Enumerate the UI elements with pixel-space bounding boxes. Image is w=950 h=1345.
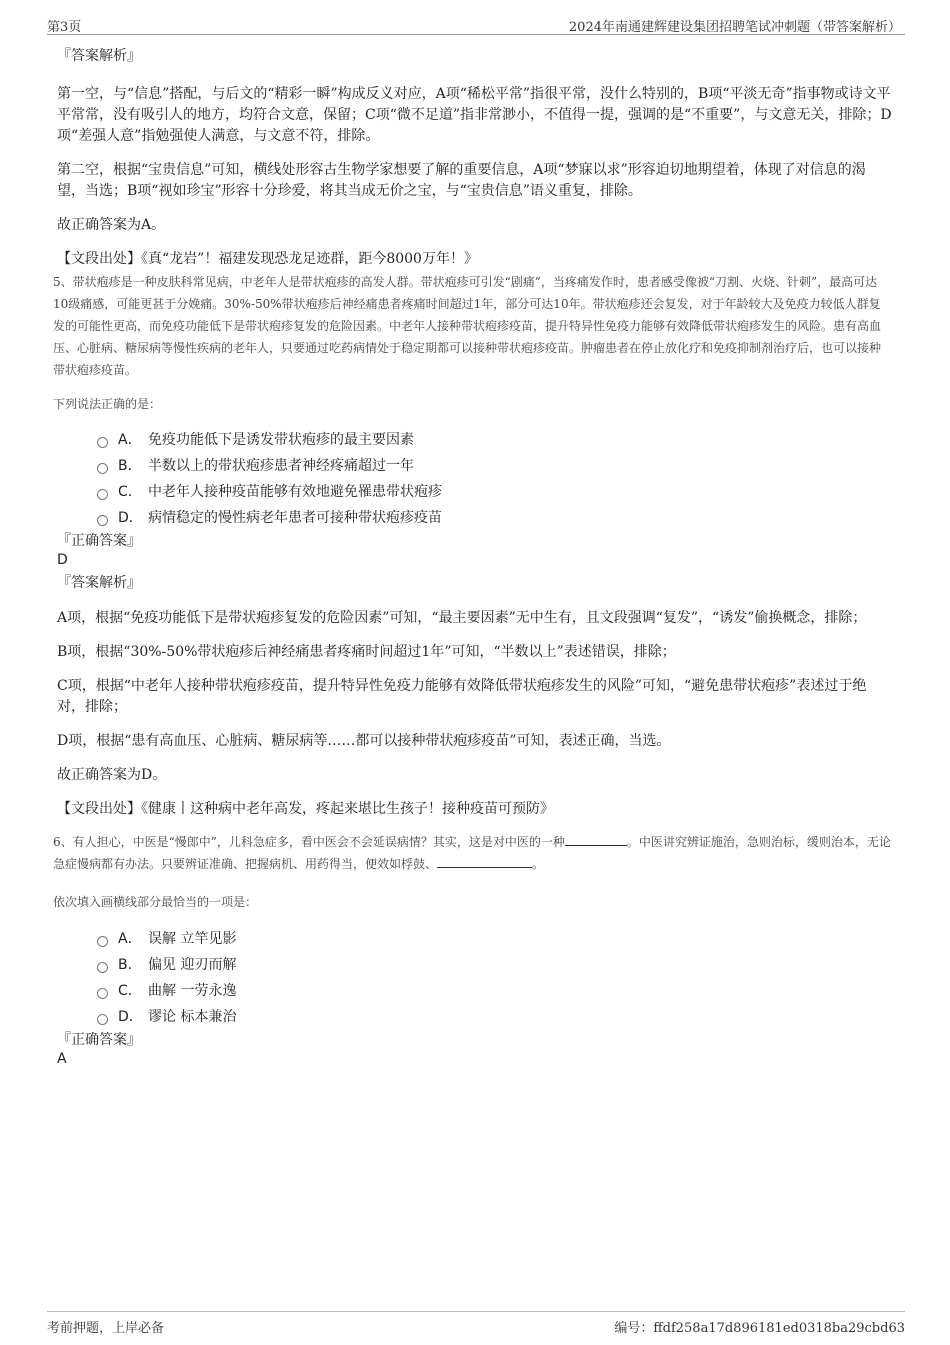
question-5-text: 5、带状疱疹是一种皮肤科常见病，中老年人是带状疱疹的高发人群。带状疱疹可引发“剧痛”，当疼痛发作时，患者感受像被“刀割、火烧、针刺”，最高可达10级痛感，可能更甚于分娩痛。30%-50%带状疱疹后神经痛患者疼痛时间超过1年，部分可达10年。带状疱疹还会复发，对于年龄较大及免疫力较低人群复发的可能性更高，而免疫功能低下是带状疱疹复发的危险因素。中老年人接种带状疱疹疫苗，提升特异性免疫力能够有效降低带状疱疹发生的风险。患有高血压、心脏病、糖尿病等慢性疾病的老年人，只要通过吃药病情处于稳定期都可以接种带状疱疹疫苗。肿瘤患者在停止放化疗和免疫抑制剂治疗后，也可以接种带状疱疹疫苗。 <box>53 275 882 377</box>
option-text: 半数以上的带状疱疹患者神经疼痛超过一年 <box>148 458 414 474</box>
page-number: 第3页 <box>47 20 82 35</box>
question-6-text: 6、有人担心，中医是“慢郎中”，儿科急症多，看中医会不会延误病情？其实，这是对中医的一种 。中医讲究辨证施治，急则治标，缓则治本，无论急症慢病都有办法。只要辨证准确、把握病机、用药得当，便效如桴鼓、 。 <box>53 831 892 875</box>
footer-slogan: 考前押题，上岸必备 <box>47 1321 165 1336</box>
document-id: 编号：ffdf258a17d896181ed0318ba29cbd63 <box>614 1321 905 1336</box>
correct-answer-label: 『正确答案』 <box>57 1032 141 1048</box>
source-citation: 【文段出处】《真“龙岩”！福建发现恐龙足迹群，距今8000万年！》 <box>57 251 478 267</box>
option-a[interactable]: A． 误解 立竿见影 <box>97 925 892 951</box>
option-text: 误解 立竿见影 <box>148 931 237 947</box>
analysis-option-a: A项，根据“免疫功能低下是带状疱疹复发的危险因素”可知，“最主要因素”无中生有，且文段强调“复发”，“诱发”偷换概念，排除； <box>57 610 867 626</box>
page-footer <box>47 1311 905 1336</box>
blank-2 <box>437 853 532 868</box>
question-6-options <box>97 925 892 1029</box>
conclusion: 故正确答案为A。 <box>57 217 166 233</box>
analysis-paragraph: 第一空，与“信息”搭配，与后文的“精彩一瞬”构成反义对应，A项“稀松平常”指很平常，没什么特别的，B项“平淡无奇”指事物或诗文平平常常，没有吸引人的地方，均符合文意，保留；C项“微不足道”指非常渺小，不值得一提，强调的是“不重要”，与文意无关，排除；D项“差强人意”指勉强使人满意，与文意不符，排除。 <box>57 86 892 144</box>
analysis-paragraph: 第二空，根据“宝贵信息”可知，横线处形容古生物学家想要了解的重要信息，A项“梦寐以求”形容迫切地期望着，体现了对信息的渴望，当选；B项“视如珍宝”形容十分珍爱，将其当成无价之宝，与“宝贵信息”语义重复，排除。 <box>57 162 866 199</box>
page-content <box>53 44 892 1069</box>
option-d[interactable]: D． 谬论 标本兼治 <box>97 1003 892 1029</box>
option-b[interactable]: B． 偏见 迎刃而解 <box>97 951 892 977</box>
radio-icon[interactable] <box>97 1014 108 1025</box>
question-5-options <box>97 426 892 530</box>
radio-icon[interactable] <box>97 988 108 999</box>
page-header <box>47 14 905 35</box>
option-text: 谬论 标本兼治 <box>148 1009 237 1025</box>
radio-icon[interactable] <box>97 489 108 500</box>
option-text: 中老年人接种疫苗能够有效地避免罹患带状疱疹 <box>148 484 442 500</box>
option-text: 免疫功能低下是诱发带状疱疹的最主要因素 <box>148 432 414 448</box>
correct-answer-label: 『正确答案』 <box>57 533 141 549</box>
option-c[interactable]: C． 曲解 一劳永逸 <box>97 977 892 1003</box>
correct-answer: A <box>57 1051 67 1067</box>
analysis-label: 『答案解析』 <box>57 48 141 64</box>
blank-1 <box>565 831 627 846</box>
radio-icon[interactable] <box>97 515 108 526</box>
analysis-option-d: D项，根据“患有高血压、心脏病、糖尿病等……都可以接种带状疱疹疫苗”可知，表述正确，当选。 <box>57 733 671 749</box>
radio-icon[interactable] <box>97 437 108 448</box>
option-c[interactable]: C． 中老年人接种疫苗能够有效地避免罹患带状疱疹 <box>97 478 892 504</box>
radio-icon[interactable] <box>97 463 108 474</box>
radio-icon[interactable] <box>97 962 108 973</box>
question-prompt: 依次填入画横线部分最恰当的一项是： <box>53 895 258 909</box>
option-d[interactable]: D． 病情稳定的慢性病老年患者可接种带状疱疹疫苗 <box>97 504 892 530</box>
option-text: 曲解 一劳永逸 <box>148 983 237 999</box>
analysis-option-c: C项，根据“中老年人接种带状疱疹疫苗，提升特异性免疫力能够有效降低带状疱疹发生的风险”可知，“避免患带状疱疹”表述过于绝对，排除； <box>57 678 867 715</box>
radio-icon[interactable] <box>97 936 108 947</box>
option-text: 偏见 迎刃而解 <box>148 957 237 973</box>
option-a[interactable]: A． 免疫功能低下是诱发带状疱疹的最主要因素 <box>97 426 892 452</box>
correct-answer: D <box>57 552 68 568</box>
question-prompt: 下列说法正确的是： <box>53 397 162 411</box>
analysis-label: 『答案解析』 <box>57 575 141 591</box>
document-title: 2024年南通建辉建设集团招聘笔试冲刺题（带答案解析） <box>568 20 901 35</box>
option-text: 病情稳定的慢性病老年患者可接种带状疱疹疫苗 <box>148 510 442 526</box>
conclusion: 故正确答案为D。 <box>57 767 167 783</box>
analysis-option-b: B项，根据“30%-50%带状疱疹后神经痛患者疼痛时间超过1年”可知，“半数以上”表述错误，排除； <box>57 644 676 660</box>
source-citation: 【文段出处】《健康丨这种病中老年高发，疼起来堪比生孩子！接种疫苗可预防》 <box>57 801 554 817</box>
option-b[interactable]: B． 半数以上的带状疱疹患者神经疼痛超过一年 <box>97 452 892 478</box>
